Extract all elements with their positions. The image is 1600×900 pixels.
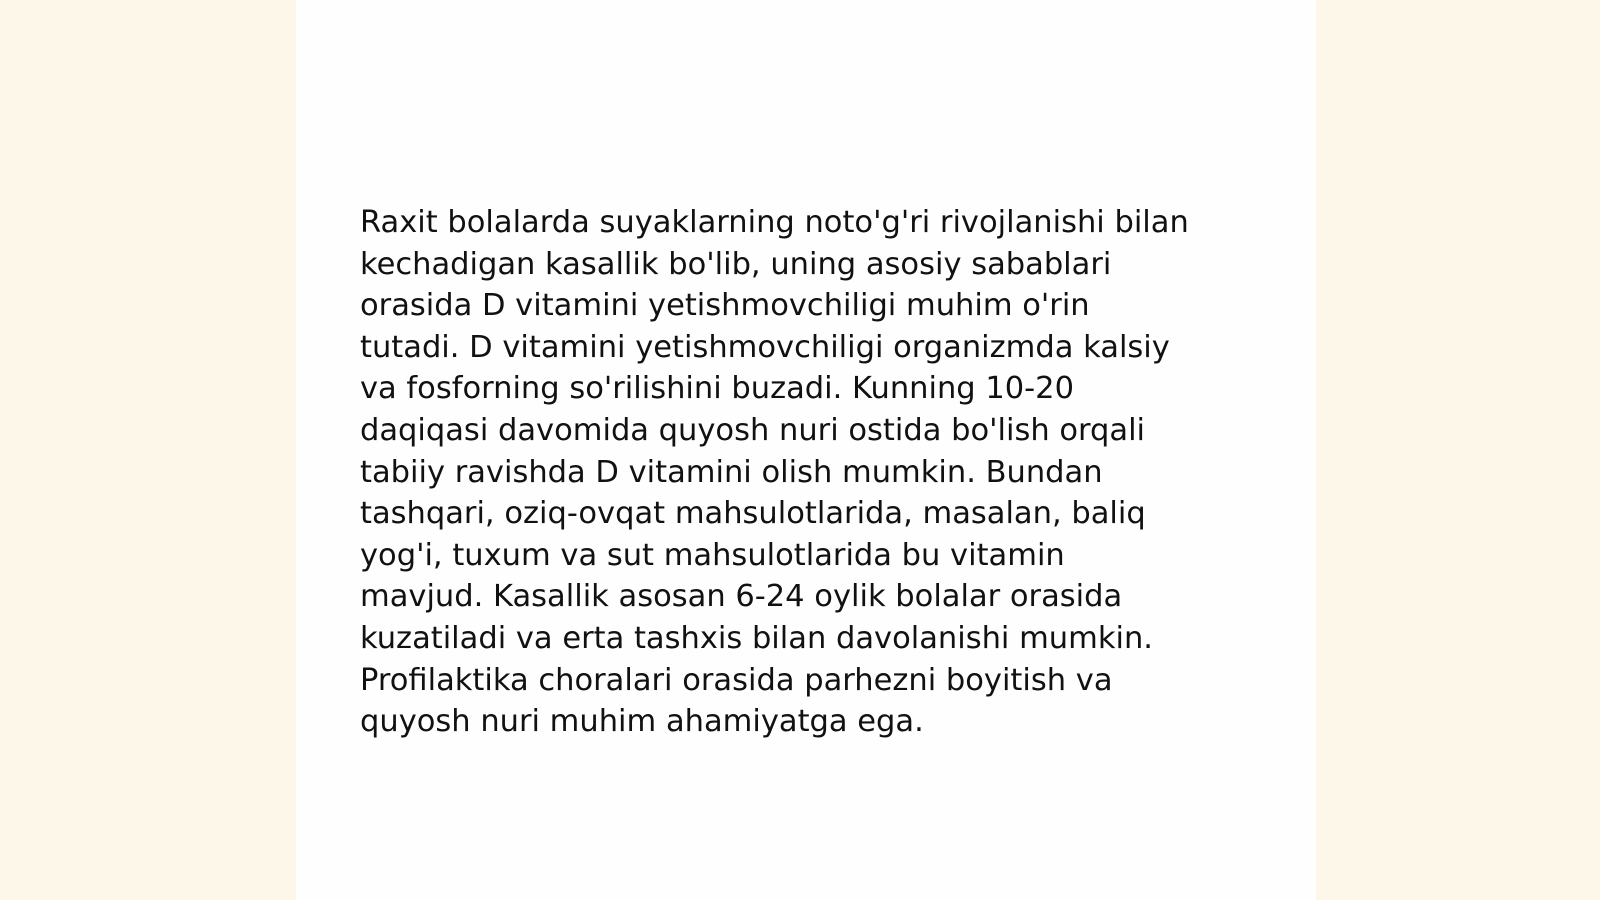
text-line: yog'i, tuxum va sut mahsulotlarida bu vitamin: [360, 537, 1065, 573]
left-margin-background: [0, 0, 296, 900]
text-line: tutadi. D vitamini yetishmovchiligi organizmda kalsiy: [360, 329, 1170, 365]
text-line: tabiiy ravishda D vitamini olish mumkin. Bundan: [360, 454, 1103, 490]
text-line: va fosforning so'rilishini buzadi. Kunning 10-20: [360, 371, 1074, 407]
slide-body-text: [360, 202, 1260, 743]
text-line: tashqari, oziq-ovqat mahsulotlarida, masalan, baliq: [360, 496, 1146, 532]
text-line: daqiqasi davomida quyosh nuri ostida bo'lish orqali: [360, 412, 1146, 448]
text-line: kechadigan kasallik bo'lib, uning asosiy sabablari: [360, 246, 1112, 282]
slide-canvas: [296, 0, 1316, 900]
text-line: mavjud. Kasallik asosan 6-24 oylik bolalar orasida: [360, 579, 1123, 615]
text-line: quyosh nuri muhim ahamiyatga ega.: [360, 704, 924, 740]
text-line: Raxit bolalarda suyaklarning noto'g'ri rivojlanishi bilan: [360, 205, 1189, 240]
text-line: orasida D vitamini yetishmovchiligi muhim o'rin: [360, 288, 1090, 324]
text-line: kuzatiladi va erta tashxis bilan davolanishi mumkin.: [360, 620, 1153, 656]
text-line: Profilaktika choralari orasida parhezni boyitish va: [360, 662, 1113, 698]
right-margin-background: [1316, 0, 1600, 900]
